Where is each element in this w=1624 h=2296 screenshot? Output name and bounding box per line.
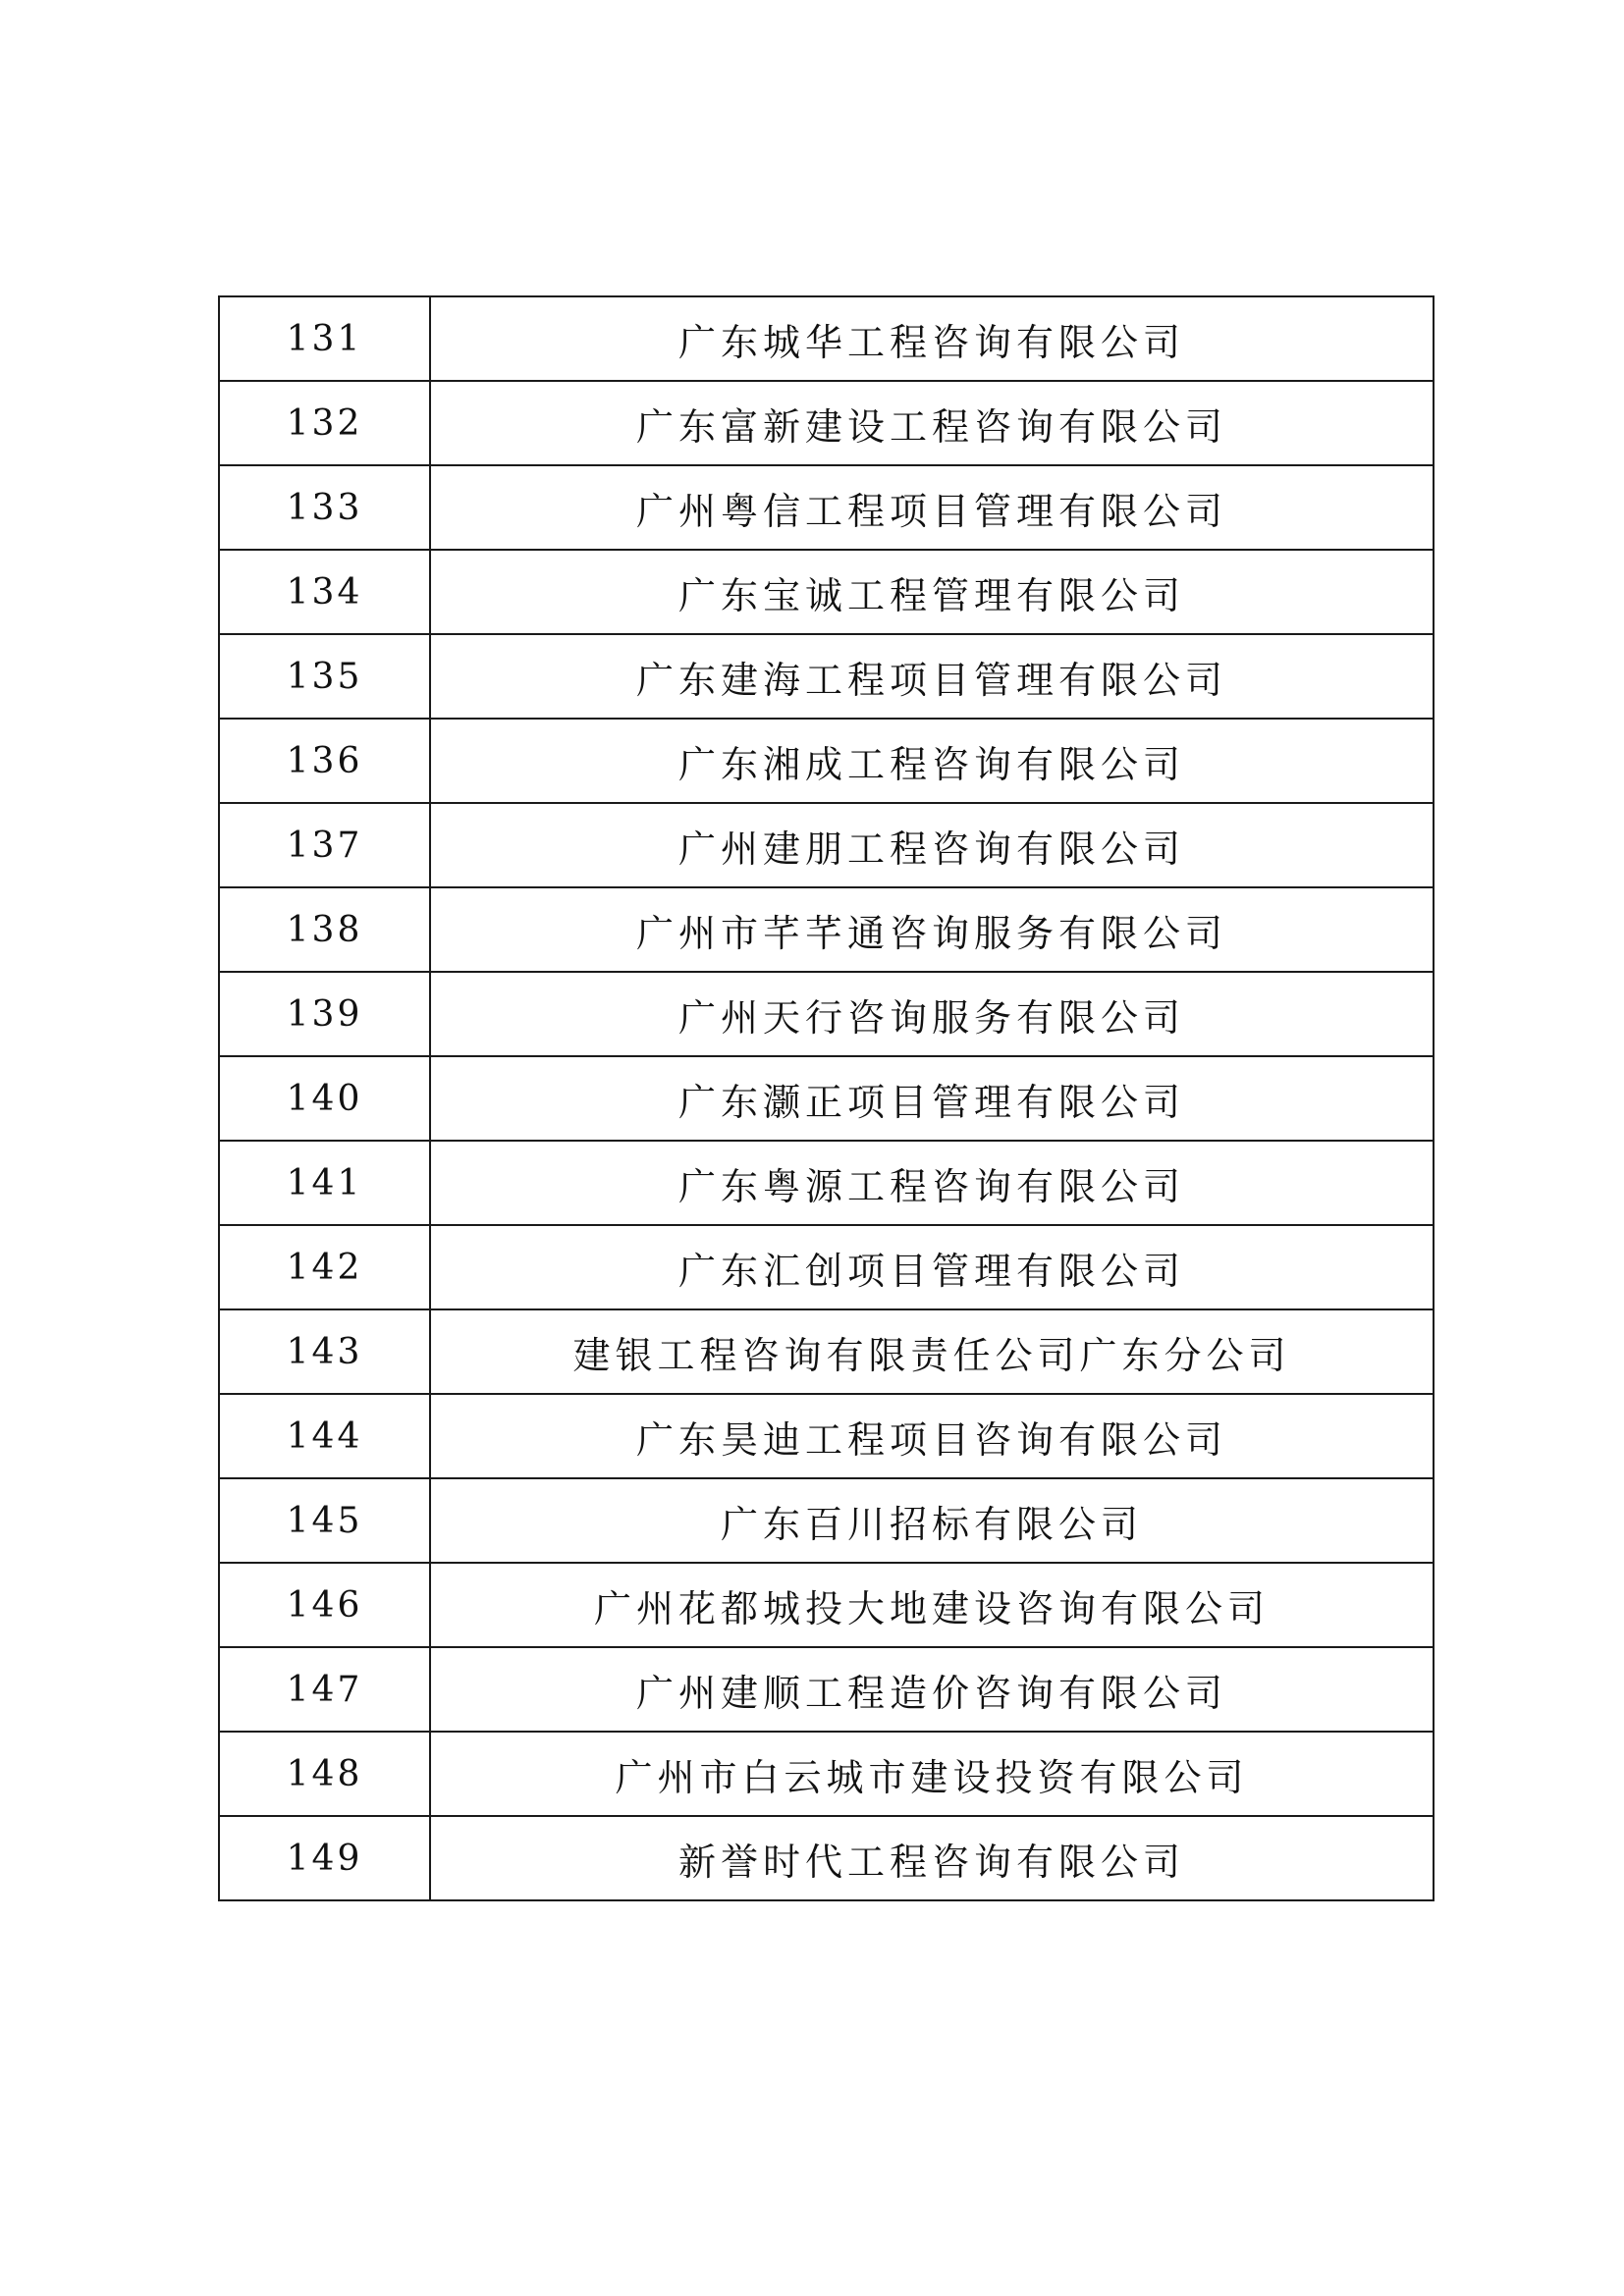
company-name: 广东汇创项目管理有限公司 [430,1225,1434,1309]
company-name: 广东湘成工程咨询有限公司 [430,719,1434,803]
row-number: 139 [219,972,430,1056]
company-name: 广东粤源工程咨询有限公司 [430,1141,1434,1225]
table-row [219,1647,1434,1732]
company-name: 广东富新建设工程咨询有限公司 [430,381,1434,465]
table-row [219,1141,1434,1225]
table-row [219,465,1434,550]
row-number: 131 [219,296,430,381]
row-number: 146 [219,1563,430,1647]
company-name: 广州粤信工程项目管理有限公司 [430,465,1434,550]
table-row [219,634,1434,719]
table-row [219,1563,1434,1647]
table-row [219,887,1434,972]
company-name: 广东百川招标有限公司 [430,1478,1434,1563]
table-row [219,1816,1434,1900]
company-name: 广东城华工程咨询有限公司 [430,296,1434,381]
company-list-table [218,295,1435,1901]
table-row [219,550,1434,634]
row-number: 147 [219,1647,430,1732]
row-number: 132 [219,381,430,465]
company-name: 广州天行咨询服务有限公司 [430,972,1434,1056]
company-list-body [219,296,1434,1900]
company-name: 广东宝诚工程管理有限公司 [430,550,1434,634]
table-row [219,1225,1434,1309]
row-number: 148 [219,1732,430,1816]
table-row [219,1394,1434,1478]
company-name: 广州花都城投大地建设咨询有限公司 [430,1563,1434,1647]
row-number: 149 [219,1816,430,1900]
row-number: 142 [219,1225,430,1309]
row-number: 141 [219,1141,430,1225]
row-number: 133 [219,465,430,550]
row-number: 140 [219,1056,430,1141]
company-name: 新誉时代工程咨询有限公司 [430,1816,1434,1900]
row-number: 138 [219,887,430,972]
table-row [219,1732,1434,1816]
company-name: 广州建朋工程咨询有限公司 [430,803,1434,887]
company-name: 广东昊迪工程项目咨询有限公司 [430,1394,1434,1478]
row-number: 135 [219,634,430,719]
company-name: 建银工程咨询有限责任公司广东分公司 [430,1309,1434,1394]
row-number: 144 [219,1394,430,1478]
table-row [219,1309,1434,1394]
company-name: 广州建顺工程造价咨询有限公司 [430,1647,1434,1732]
row-number: 136 [219,719,430,803]
table-row [219,803,1434,887]
table-row [219,719,1434,803]
row-number: 143 [219,1309,430,1394]
row-number: 134 [219,550,430,634]
table-row [219,296,1434,381]
company-name: 广州市芊芊通咨询服务有限公司 [430,887,1434,972]
table-row [219,972,1434,1056]
company-name: 广东灏正项目管理有限公司 [430,1056,1434,1141]
table-row [219,1056,1434,1141]
table-row [219,381,1434,465]
table-row [219,1478,1434,1563]
company-name: 广州市白云城市建设投资有限公司 [430,1732,1434,1816]
row-number: 137 [219,803,430,887]
row-number: 145 [219,1478,430,1563]
company-name: 广东建海工程项目管理有限公司 [430,634,1434,719]
